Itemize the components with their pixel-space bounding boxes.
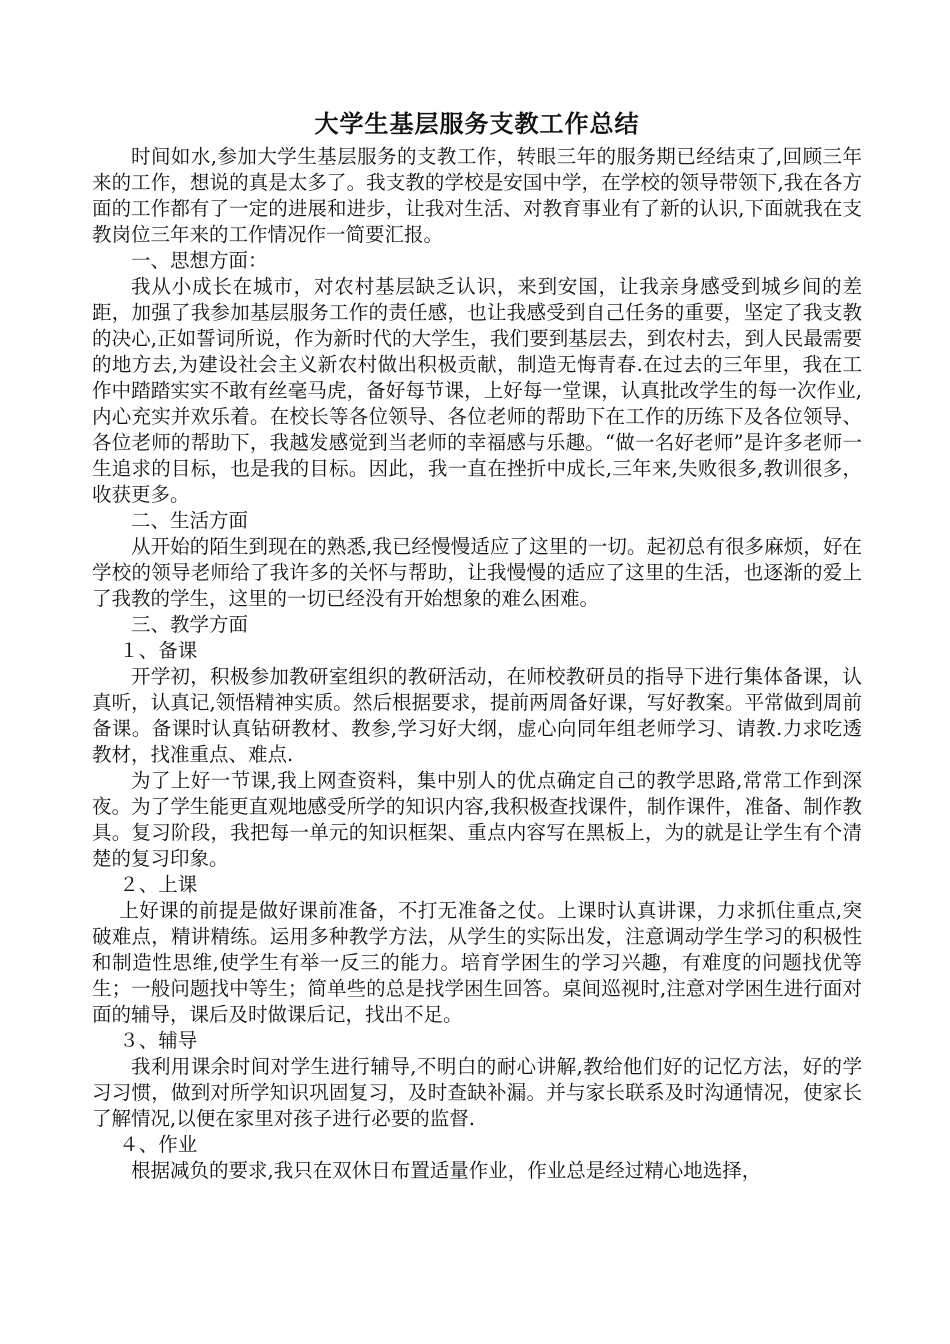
subsection-heading-tutoring: ３、辅导	[119, 1029, 198, 1052]
section-body-thought: 我从小成长在城市，对农村基层缺乏认识，来到安国，让我亲身感受到城乡间的差距，加强了我参加基层服务工作的责任感，也让我感受到自己任务的重要，坚定了我支教的决心,正如誓词所说，作为新时代的大学生，我们要到基层去，到农村去，到人民最需要的地方去,为建设社会主义新农村做出积极贡献，制造无悔青春.在过去的三年里，我在工作中踏踏实实不敢有丝毫马虎，备好每节课，上好每一堂课，认真批改学生的每一次作业,内心充实并欢乐着。在校长等各位领导、各位老师的帮助下在工作的历练下及各位领导、各位老师的帮助下，我越发感觉到当老师的幸福感与乐趣。“做一名好老师”是许多老师一生追求的目标，也是我的目标。因此，我一直在挫折中成长,三年来,失败很多,教训很多，收获更多。	[92, 275, 862, 506]
subsection-body-lesson-prep-2: 为了上好一节课,我上网查资料，集中别人的优点确定自己的教学思路,常常工作到深夜。为了学生能更直观地感受所学的知识内容,我积极查找课件，制作课件，准备、制作教具。复习阶段，我把每一单元的知识框架、重点内容写在黑板上，为的就是让学生有个清楚的复习印象。	[92, 769, 862, 870]
section-heading-teaching: 三、教学方面	[131, 613, 249, 636]
subsection-heading-homework: ４、作业	[119, 1133, 198, 1156]
subsection-body-tutoring: 我利用课余时间对学生进行辅导,不明白的耐心讲解,教给他们好的记忆方法，好的学习习惯，做到对所学知识巩固复习，及时查缺补漏。并与家长联系及时沟通情况，使家长了解情况,以便在家里对孩子进行必要的监督.	[92, 1055, 862, 1130]
subsection-body-lesson-prep-1: 开学初，积极参加教研室组织的教研活动，在师校教研员的指导下进行集体备课，认真听，认真记,领悟精神实质。然后根据要求，提前两周备好课，写好教案。平常做到周前备课。备课时认真钻研教材、教参,学习好大纲，虚心向同年组老师学习、请教.力求吃透教材，找准重点、难点.	[92, 665, 862, 766]
document-title: 大学生基层服务支教工作总结	[314, 110, 640, 138]
section-body-life: 从开始的陌生到现在的熟悉,我已经慢慢适应了这里的一切。起初总有很多麻烦，好在学校的领导老师给了我许多的关怀与帮助，让我慢慢的适应了这里的生活，也逐渐的爱上了我教的学生，这里的一切已经没有开始想象的难么困难。	[92, 535, 862, 610]
document-page	[92, 106, 862, 1184]
subsection-heading-class: ２、上课	[119, 873, 198, 896]
section-heading-thought: 一、思想方面：	[131, 249, 268, 272]
subsection-body-homework: 根据减负的要求,我只在双休日布置适量作业，作业总是经过精心地选择，	[131, 1159, 762, 1182]
section-heading-life: 二、生活方面	[131, 509, 249, 532]
intro-paragraph: 时间如水,参加大学生基层服务的支教工作，转眼三年的服务期已经结束了,回顾三年来的工作，想说的真是太多了。我支教的学校是安国中学，在学校的领导带领下,我在各方面的工作都有了一定的进展和进步，让我对生活、对教育事业有了新的认识,下面就我在支教岗位三年来的工作情况作一简要汇报。	[92, 145, 862, 246]
subsection-body-class: 上好课的前提是做好课前准备，不打无准备之仗。上课时认真讲课，力求抓住重点,突破难点，精讲精练。运用多种教学方法，从学生的实际出发，注意调动学生学习的积极性和制造性思维,使学生有举一反三的能力。培育学困生的学习兴趣，有难度的问题找优等生；一般问题找中等生；简单些的总是找学困生回答。桌间巡视时,注意对学困生进行面对面的辅导，课后及时做课后记，找出不足。	[92, 899, 862, 1026]
subsection-heading-lesson-prep: １、备课	[119, 639, 198, 662]
